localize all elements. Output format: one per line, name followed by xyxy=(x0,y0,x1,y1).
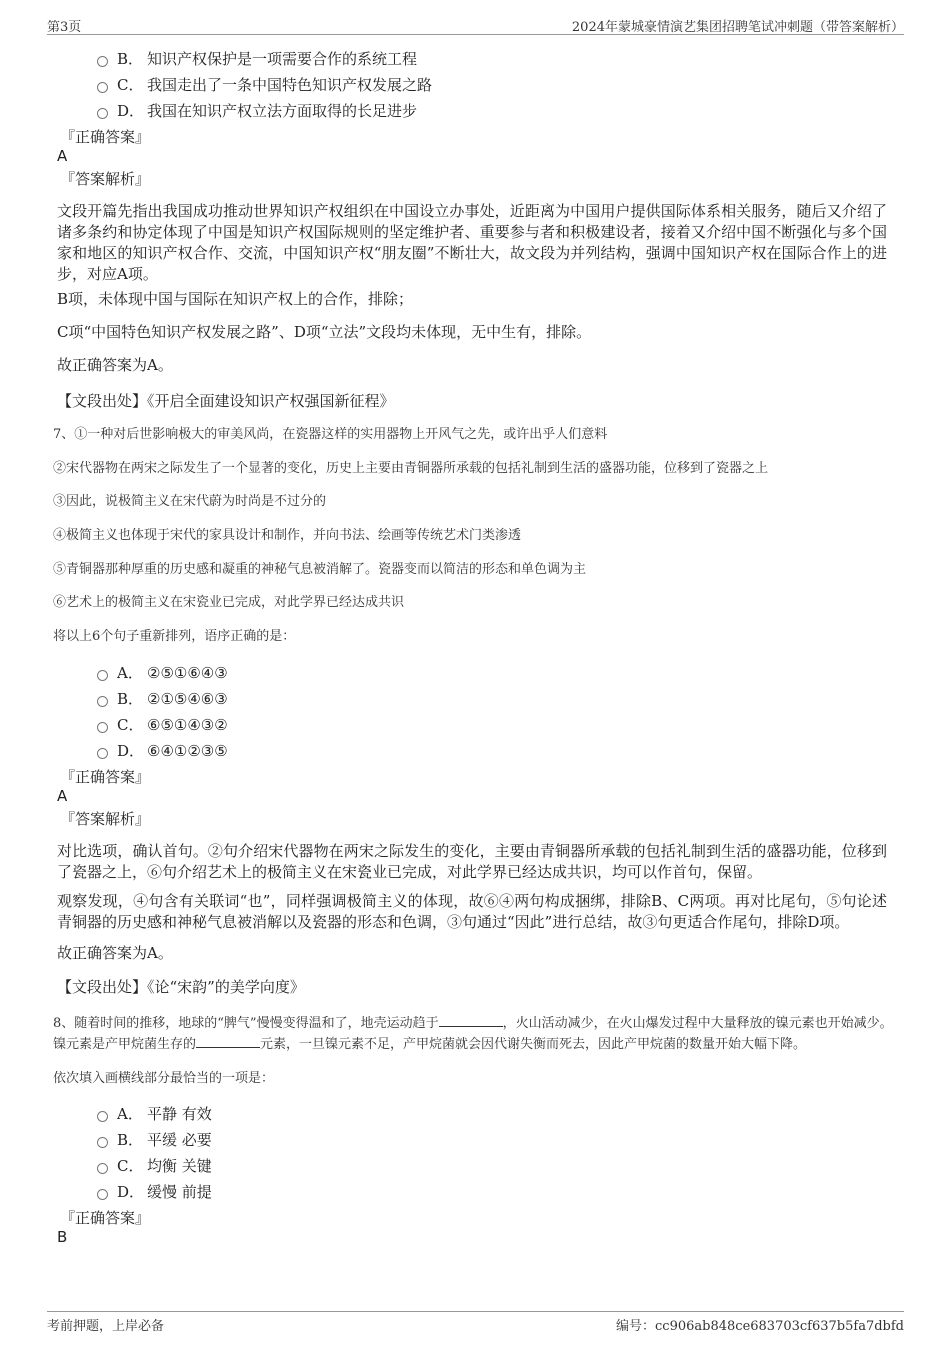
q7-sentence: 7、①一种对后世影响极大的审美风尚，在瓷器这样的实用器物上开风气之先，或许出乎人们意料 xyxy=(53,427,608,442)
fill-blank xyxy=(196,1035,260,1048)
document-code: 编号：cc906ab848ce683703cf637b5fa7dbfd xyxy=(616,1319,904,1334)
q7-option-d[interactable]: D． ⑥④①②③⑤ xyxy=(97,740,228,761)
q6-source: 【文段出处】《开启全面建设知识产权强国新征程》 xyxy=(57,392,395,410)
q8-answer: B xyxy=(57,1228,68,1246)
radio-icon[interactable] xyxy=(97,1137,108,1148)
document-title: 2024年蒙城豪情演艺集团招聘笔试冲刺题（带答案解析） xyxy=(571,20,904,35)
radio-icon[interactable] xyxy=(97,696,108,707)
q7-sentence: ③因此，说极简主义在宋代蔚为时尚是不过分的 xyxy=(53,494,327,509)
radio-icon[interactable] xyxy=(97,722,108,733)
q7-sentence: ⑥艺术上的极简主义在宋瓷业已完成，对此学界已经达成共识 xyxy=(53,595,405,610)
radio-icon[interactable] xyxy=(97,1163,108,1174)
q7-analysis-paragraph: 故正确答案为A。 xyxy=(57,944,173,962)
q8-option-b[interactable]: B． 平缓 必要 xyxy=(97,1129,212,1150)
page-footer xyxy=(47,1311,904,1334)
q6-answer-label: 『正确答案』 xyxy=(60,128,151,146)
q6-analysis-paragraph: C项“中国特色知识产权发展之路”、D项“立法”文段均未体现，无中生有，排除。 xyxy=(57,323,592,341)
radio-icon[interactable] xyxy=(97,108,108,119)
q8-prompt: 依次填入画横线部分最恰当的一项是： xyxy=(53,1071,275,1086)
q7-analysis-paragraph: 观察发现，④句含有关联词“也”，同样强调极简主义的体现，故⑥④两句构成捆绑，排除B、C两项。再对比尾句，⑤句论述青铜器的历史感和神秘气息被消解以及瓷器的形态和色调，③句通过“因此”进行总结，故③句更适合作尾句，排除D项。 xyxy=(57,892,887,931)
q7-source: 【文段出处】《论“宋韵”的美学向度》 xyxy=(57,978,305,996)
q6-analysis-paragraph: B项，未体现中国与国际在知识产权上的合作，排除； xyxy=(57,290,414,308)
radio-icon[interactable] xyxy=(97,1189,108,1200)
q8-option-c[interactable]: C． 均衡 关键 xyxy=(97,1155,212,1176)
q7-sentence: ②宋代器物在两宋之际发生了一个显著的变化，历史上主要由青铜器所承载的包括礼制到生活的盛器功能，位移到了瓷器之上 xyxy=(53,461,769,476)
radio-icon[interactable] xyxy=(97,56,108,67)
q6-analysis-label: 『答案解析』 xyxy=(60,170,151,188)
q7-sentence: ④极简主义也体现于宋代的家具设计和制作，并向书法、绘画等传统艺术门类渗透 xyxy=(53,528,522,543)
q6-analysis-paragraph: 文段开篇先指出我国成功推动世界知识产权组织在中国设立办事处，近距离为中国用户提供国际体系相关服务，随后又介绍了诸多条约和协定体现了中国是知识产权国际规则的坚定维护者、重要参与者和积极建设者，接着又介绍中国不断强化与多个国家和地区的知识产权合作、交流，中国知识产权“朋友圈”不断壮大，故文段为并列结构，强调中国知识产权在国际合作上的进步，对应A项。 xyxy=(57,202,887,283)
q7-sentence: ⑤青铜器那种厚重的历史感和凝重的神秘气息被消解了。瓷器变而以简洁的形态和单色调为主 xyxy=(53,562,587,577)
q7-option-b[interactable]: B． ②①⑤④⑥③ xyxy=(97,688,228,709)
page-header xyxy=(47,14,904,35)
radio-icon[interactable] xyxy=(97,670,108,681)
q7-option-c[interactable]: C． ⑥⑤①④③② xyxy=(97,714,228,735)
radio-icon[interactable] xyxy=(97,82,108,93)
footer-slogan: 考前押题，上岸必备 xyxy=(47,1319,165,1334)
q6-answer: A xyxy=(57,147,68,165)
page-number: 第3页 xyxy=(47,20,82,35)
radio-icon[interactable] xyxy=(97,748,108,759)
radio-icon[interactable] xyxy=(97,1111,108,1122)
q8-answer-label: 『正确答案』 xyxy=(60,1209,151,1227)
q8-question: 8、随着时间的推移，地球的“脾气”慢慢变得温和了，地壳运动趋于 ，火山活动减少，在火山爆发过程中大量释放的镍元素也开始减少。镍元素是产甲烷菌生存的 元素，一旦镍元素不足，产甲烷菌就会因代谢失衡而死去，因此产甲烷菌的数量开始大幅下降。 xyxy=(53,1016,893,1052)
q7-option-a[interactable]: A． ②⑤①⑥④③ xyxy=(97,662,228,683)
q6-analysis-paragraph: 故正确答案为A。 xyxy=(57,356,173,374)
q6-option-d[interactable]: D． 我国在知识产权立法方面取得的长足进步 xyxy=(97,100,417,121)
q8-option-d[interactable]: D． 缓慢 前提 xyxy=(97,1181,212,1202)
q8-option-a[interactable]: A． 平静 有效 xyxy=(97,1103,212,1124)
q6-option-c[interactable]: C． 我国走出了一条中国特色知识产权发展之路 xyxy=(97,74,432,95)
fill-blank xyxy=(439,1014,503,1027)
q7-analysis-label: 『答案解析』 xyxy=(60,810,151,828)
q6-option-b[interactable]: B． 知识产权保护是一项需要合作的系统工程 xyxy=(97,48,417,69)
q7-analysis-paragraph: 对比选项，确认首句。②句介绍宋代器物在两宋之际发生的变化，主要由青铜器所承载的包括礼制到生活的盛器功能，位移到了瓷器之上，⑥句介绍艺术上的极简主义在宋瓷业已完成，对此学界已经达成共识，均可以作首句，保留。 xyxy=(57,842,887,881)
q7-answer: A xyxy=(57,787,68,805)
q7-prompt: 将以上6个句子重新排列，语序正确的是： xyxy=(53,629,296,644)
q7-answer-label: 『正确答案』 xyxy=(60,768,151,786)
